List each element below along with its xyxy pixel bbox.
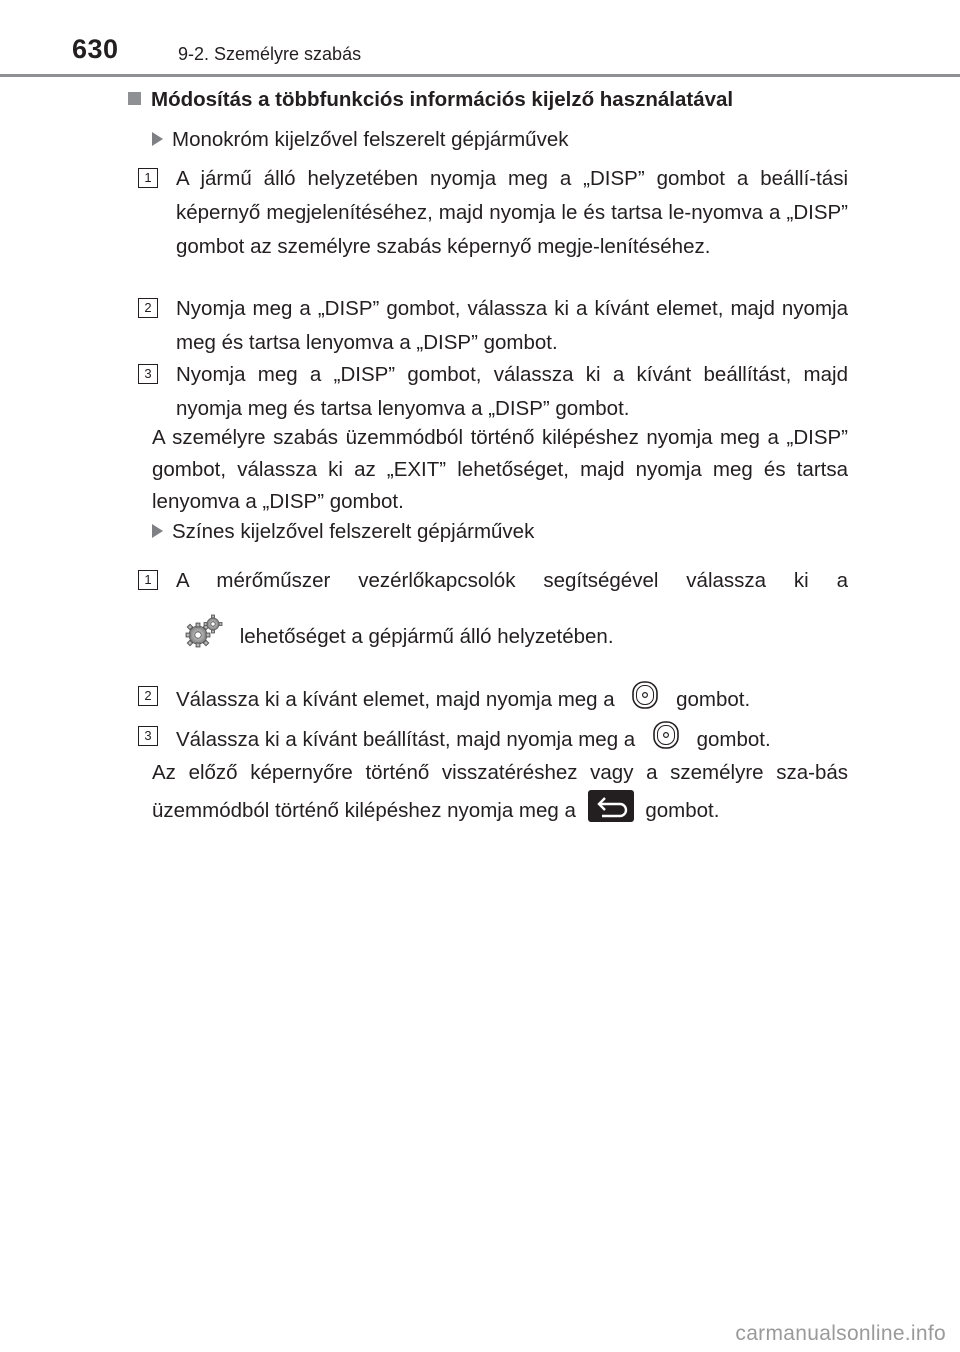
subheading-monochrome: Monokróm kijelzővel felszerelt gépjárművek [152,128,569,152]
step-text: Válassza ki a kívánt beállítást, majd nyomja meg a [176,727,636,751]
step-number-badge: 3 [138,726,158,746]
step-text-continued [184,614,614,661]
step-number-badge: 1 [138,168,158,188]
step-number-badge: 2 [138,686,158,706]
section-heading: Módosítás a többfunkciós információs kijelző használatával [128,88,733,112]
ok-button-icon [630,680,660,721]
watermark: carmanualsonline.info [735,1322,946,1345]
gear-settings-icon [184,614,224,661]
step-number-badge: 3 [138,364,158,384]
step-number-badge: 2 [138,298,158,318]
step-number-badge: 1 [138,570,158,590]
step-text: gombot. [676,687,751,711]
step-text: A jármű álló helyzetében nyomja meg a „DISP” gombot a beállí-tási képernyő megjelenítéséhez, majd nyomja le és tartsa le-nyomva a „DISP” gombot az személyre szabás képernyő megje-lenítéséhez. [176,167,848,258]
square-bullet-icon [128,92,141,105]
exit-note: A személyre szabás üzemmódból történő kilépéshez nyomja meg a „DISP” gombot, válassza ki az „EXIT” lehetőséget, majd nyomja meg és tartsa lenyomva a „DISP” gombot. [152,426,848,513]
triangle-bullet-icon [152,524,163,538]
step-text: Válassza ki a kívánt elemet, majd nyomja meg a [176,687,615,711]
header-divider [0,74,960,77]
ok-button-icon [651,720,681,761]
step-text: Nyomja meg a „DISP” gombot, válassza ki a kívánt beállítást, majd nyomja meg és tartsa lenyomva a „DISP” gombot. [176,363,848,420]
triangle-bullet-icon [152,132,163,146]
step-text: A mérőműszer vezérlőkapcsolók segítségével válassza ki a [176,569,848,592]
step-text: gombot. [696,727,771,751]
subheading-color: Színes kijelzővel felszerelt gépjárművek [152,520,534,544]
page-header [0,0,960,82]
step-text: Nyomja meg a „DISP” gombot, válassza ki a kívánt elemet, majd nyomja meg és tartsa lenyomva a „DISP” gombot. [176,297,848,354]
back-button-icon [588,790,634,833]
step-text: lehetőséget a gépjármű álló helyzetében. [239,624,614,648]
page-number: 630 [72,34,119,64]
back-note: Az előző képernyőre történő visszatéréshez vagy a személyre sza-bás üzemmódból történő kilépéshez nyomja meg a gombot. [152,756,848,833]
section-title: 9-2. Személyre szabás [178,44,362,64]
